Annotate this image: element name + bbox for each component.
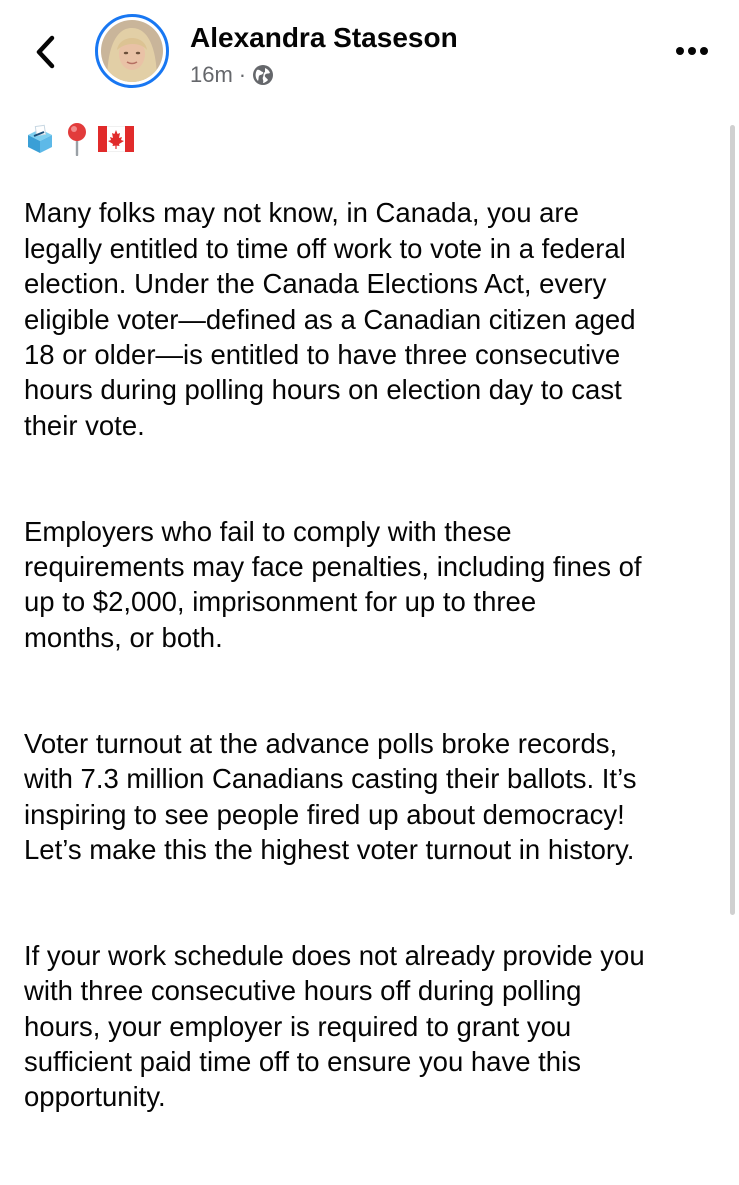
post-timestamp[interactable]: 16m [190, 62, 233, 87]
post-paragraph: Many folks may not know, in Canada, you are legally entitled to time off work to vote in a federal election. Under the Canada Elections Act, every eligible voter—defined as a Canadian citizen aged 18 or older—is entitled to have three consecutive hours during polling hours on election day to cast their vote. [24, 197, 636, 441]
more-options-icon [672, 36, 712, 66]
scrollbar[interactable] [730, 125, 735, 915]
canada-flag-emoji [98, 126, 134, 152]
avatar[interactable] [95, 14, 169, 88]
post-paragraph: Employers who fail to comply with these requirements may face penalties, including fines of up to $2,000, imprisonment for up to three months, or both. [24, 515, 642, 653]
post-body [24, 160, 724, 1185]
post-meta [190, 62, 274, 88]
author-name[interactable]: Alexandra Staseson [190, 22, 458, 53]
post-header [0, 0, 739, 110]
back-chevron-icon [30, 30, 64, 74]
meta-separator: · [238, 62, 247, 87]
ballot-box-emoji [24, 123, 56, 155]
profile-photo [101, 20, 163, 82]
round-pushpin-emoji [64, 122, 90, 156]
globe-icon[interactable] [252, 64, 274, 86]
post-paragraph: Voter turnout at the advance polls broke records, with 7.3 million Canadians casting their ballots. It’s inspiring to see people fired up about democracy! Let’s make this the highest voter turnout in history. [24, 727, 637, 865]
post-paragraph: If your work schedule does not already provide you with three consecutive hours off during polling hours, your employer is required to grant you sufficient paid time off to ensure you have this opportunity. [24, 939, 645, 1113]
emoji-row [24, 122, 134, 156]
more-options-button[interactable] [672, 36, 712, 66]
back-button[interactable] [30, 30, 64, 74]
